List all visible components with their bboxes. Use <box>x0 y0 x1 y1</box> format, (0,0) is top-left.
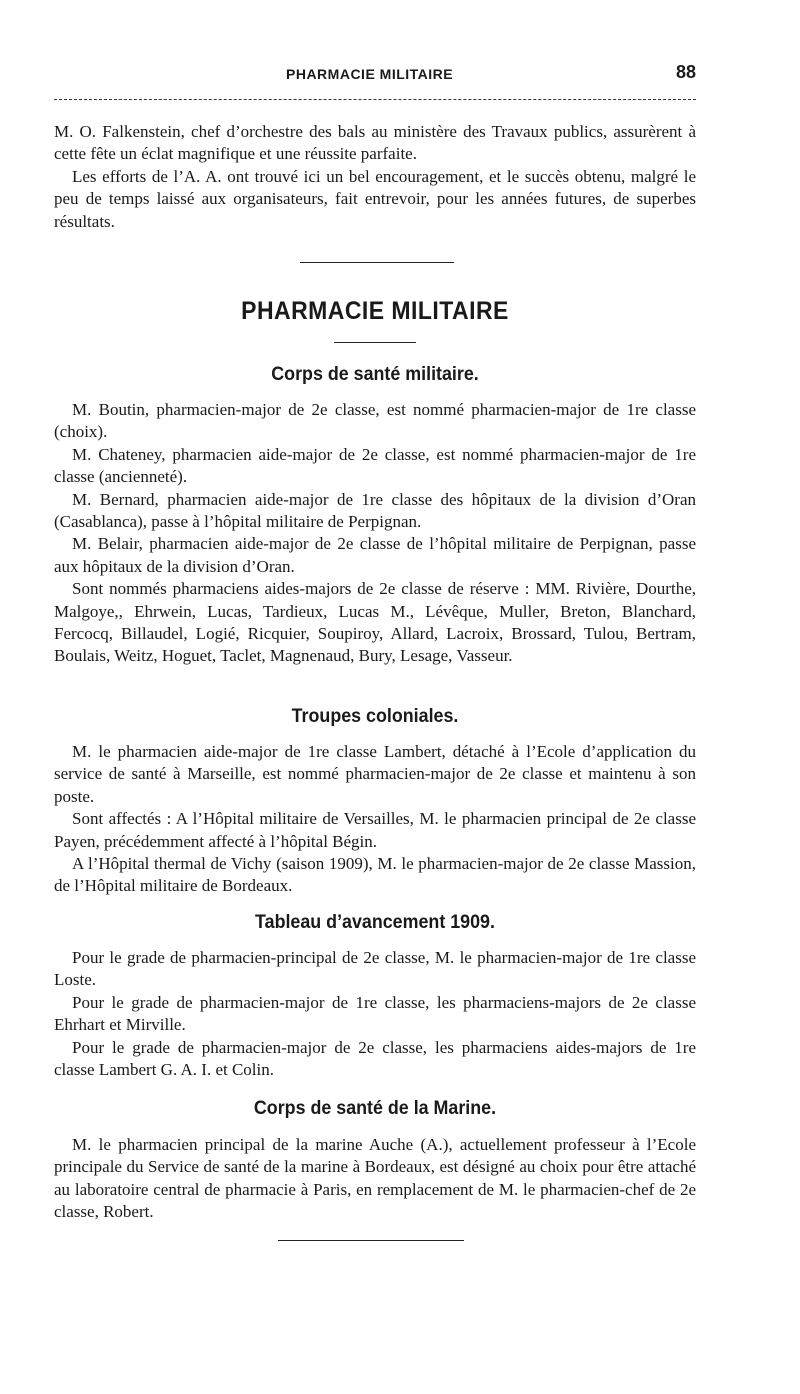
page-number: 88 <box>675 62 696 82</box>
paragraph: M. Bernard, pharmacien aide-major de 1re classe des hôpitaux de la division d’Oran (Casablanca), passe à l’hôpital militaire de Perpignan. <box>54 489 696 532</box>
intro-paragraph-2: Les efforts de l’A. A. ont trouvé ici un bel encouragement, et le succès obtenu, malgré le peu de temps laissé aux organisateurs, fait entrevoir, pour les années futures, de superbes résultats. <box>54 166 696 231</box>
section-heading-corps-sante-militaire: Corps de santé militaire. <box>271 364 479 385</box>
section-tableau-avancement <box>54 947 696 1081</box>
paragraph: M. Belair, pharmacien aide-major de 2e classe de l’hôpital militaire de Perpignan, passe aux hôpitaux de la division d’Oran. <box>54 534 696 576</box>
paragraph: M. Boutin, pharmacien-major de 2e classe, est nommé pharmacien-major de 1re classe (choix). <box>54 400 696 442</box>
paragraph: M. le pharmacien aide-major de 1re classe Lambert, détaché à l’Ecole d’application du service de santé à Marseille, est nommé pharmacien-major de 2e classe et maintenu à son poste. <box>54 742 696 806</box>
section-troupes-coloniales <box>54 741 696 898</box>
intro-paragraph-1: M. O. Falkenstein, chef d’orchestre des bals au ministère des Travaux publics, assurèrent à cette fête un éclat magnifique et une réussite parfaite. <box>54 122 696 164</box>
section-heading-tableau-avancement: Tableau d’avancement 1909. <box>255 912 495 933</box>
header-rule <box>54 99 696 100</box>
page-header <box>54 64 696 86</box>
section-heading-corps-sante-marine: Corps de santé de la Marine. <box>253 1098 497 1119</box>
paragraph: Pour le grade de pharmacien-major de 2e classe, les pharmaciens aides-majors de 1re classe Lambert G. A. I. et Colin. <box>54 1037 696 1080</box>
paragraph: M. le pharmacien principal de la marine Auche (A.), actuellement professeur à l’Ecole principale du Service de santé de la marine à Bordeaux, est désigné au choix pour être attaché au laboratoire central de pharmacie à Paris, en remplacement de M. le pharmacien-chef de 2e classe, Robert. <box>54 1135 696 1222</box>
paragraph: M. Chateney, pharmacien aide-major de 2e classe, est nommé pharmacien-major de 1re classe (ancienneté). <box>54 444 696 487</box>
separator-rule <box>300 262 454 263</box>
intro-text <box>54 121 696 233</box>
paragraph: Sont nommés pharmaciens aides-majors de 2e classe de réserve : MM. Rivière, Dourthe, Malgoye,, Ehrwein, Lucas, Tardieux, Lucas M., Lévêque, Muller, Breton, Blanchard, Fercocq, Billaudel, Logié, Ricquier, Soupiroy, Allard, Lacroix, Brossard, Tulou, Bertram, Boulais, Weitz, Hoguet, Taclet, Magnenaud, Bury, Lesage, Vasseur. <box>54 579 696 666</box>
section-heading-troupes-coloniales: Troupes coloniales. <box>291 706 459 727</box>
section-corps-sante-marine <box>54 1134 696 1224</box>
section-corps-sante-militaire <box>54 399 696 668</box>
end-rule <box>278 1240 464 1241</box>
paragraph: Sont affectés : A l’Hôpital militaire de Versailles, M. le pharmacien principal de 2e classe Payen, précédemment affecté à l’hôpital Bégin. <box>54 809 696 851</box>
paragraph: Pour le grade de pharmacien-principal de 2e classe, M. le pharmacien-major de 1re classe Loste. <box>54 948 696 990</box>
paragraph: A l’Hôpital thermal de Vichy (saison 1909), M. le pharmacien-major de 2e classe Massion, de l’Hôpital militaire de Bordeaux. <box>54 854 696 896</box>
main-title: PHARMACIE MILITAIRE <box>241 297 509 325</box>
title-underline <box>334 342 416 343</box>
running-title: PHARMACIE MILITAIRE <box>286 66 454 82</box>
paragraph: Pour le grade de pharmacien-major de 1re classe, les pharmaciens-majors de 2e classe Ehrhart et Mirville. <box>54 992 696 1035</box>
